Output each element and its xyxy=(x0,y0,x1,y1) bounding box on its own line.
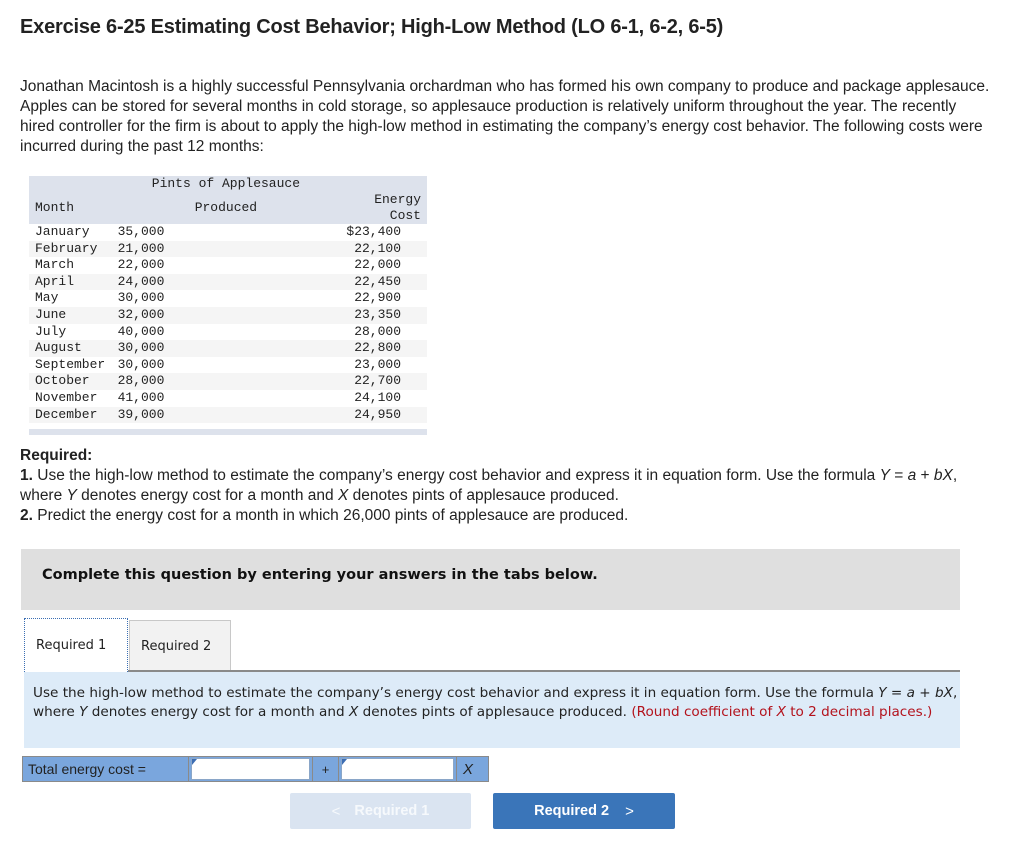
cost-data-table xyxy=(29,176,427,435)
table-row: March 22,000 22,000 xyxy=(29,257,427,274)
variable-rate-input[interactable] xyxy=(341,758,454,780)
total-energy-cost-label: Total energy cost = xyxy=(23,757,189,781)
table-row: June 32,000 23,350 xyxy=(29,307,427,324)
instruction-box: Complete this question by entering your answers in the tabs below. xyxy=(21,549,960,610)
required-heading: Required: xyxy=(20,447,93,464)
chevron-right-icon: > xyxy=(625,802,634,820)
table-row: September 30,000 23,000 xyxy=(29,357,427,374)
variable-rate-cell xyxy=(339,757,457,781)
table-header-row-2 xyxy=(29,192,427,224)
table-row: October 28,000 22,700 xyxy=(29,373,427,390)
table-header-row-1 xyxy=(29,176,427,192)
table-row: July 40,000 28,000 xyxy=(29,324,427,341)
fixed-cost-cell xyxy=(189,757,313,781)
chevron-left-icon: < xyxy=(331,802,341,820)
problem-intro: Jonathan Macintosh is a highly successful Pennsylvania orchardman who has formed his own company to produce and package applesauce. Apples can be stored for several months in cold storage, so applesauce production is relatively uniform throughout the year. The recently hired controller for the firm is about to apply the high-low method in estimating the company’s energy cost behavior. The following costs were incurred during the past 12 months: xyxy=(20,78,990,155)
fixed-cost-input[interactable] xyxy=(191,758,310,780)
plus-sign: + xyxy=(313,757,339,781)
table-row: November 41,000 24,100 xyxy=(29,390,427,407)
table-row: February 21,000 22,100 xyxy=(29,241,427,258)
required-section xyxy=(20,446,1000,526)
table-row: May 30,000 22,900 xyxy=(29,290,427,307)
page-title: Exercise 6-25 Estimating Cost Behavior; High-Low Method (LO 6-1, 6-2, 6-5) xyxy=(20,16,724,38)
table-row: August 30,000 22,800 xyxy=(29,340,427,357)
equation-row xyxy=(22,756,489,782)
answer-tabs xyxy=(24,618,231,672)
table-footer-bar xyxy=(29,429,427,435)
header-pints-line2: Produced xyxy=(111,192,340,224)
tab-required-2[interactable]: Required 2 xyxy=(129,620,231,672)
table-row: April 24,000 22,450 xyxy=(29,274,427,291)
x-variable-label: X xyxy=(463,760,474,778)
tab-panel-required-1: Use the high-low method to estimate the company’s energy cost behavior and express it in equation form. Use the formula Y = a + bX, where Y denotes energy cost for a month and X denotes pints of applesauce produced. (Round coefficient of X to 2 decimal places.) xyxy=(24,672,960,748)
header-month: Month xyxy=(29,192,111,224)
next-required-2-button[interactable]: Required 2 > xyxy=(493,793,675,829)
table-row: December 39,000 24,950 xyxy=(29,407,427,424)
table-row: January 35,000 $23,400 xyxy=(29,224,427,241)
prev-required-1-button[interactable]: < Required 1 xyxy=(290,793,471,829)
required-item-2: 2. Predict the energy cost for a month in which 26,000 pints of applesauce are produced. xyxy=(20,507,629,524)
tab-required-1[interactable]: Required 1 xyxy=(24,618,128,672)
rounding-note: (Round coefficient of X to 2 decimal places.) xyxy=(631,703,933,720)
header-energy-cost: Energy Cost xyxy=(340,192,427,224)
header-pints-line1: Pints of Applesauce xyxy=(111,176,340,192)
required-item-1: 1. Use the high-low method to estimate the company’s energy cost behavior and express it in equation form. Use the formula Y = a + bX, where Y denotes energy cost for a month and X denotes pints of applesauce produced. xyxy=(20,467,958,504)
